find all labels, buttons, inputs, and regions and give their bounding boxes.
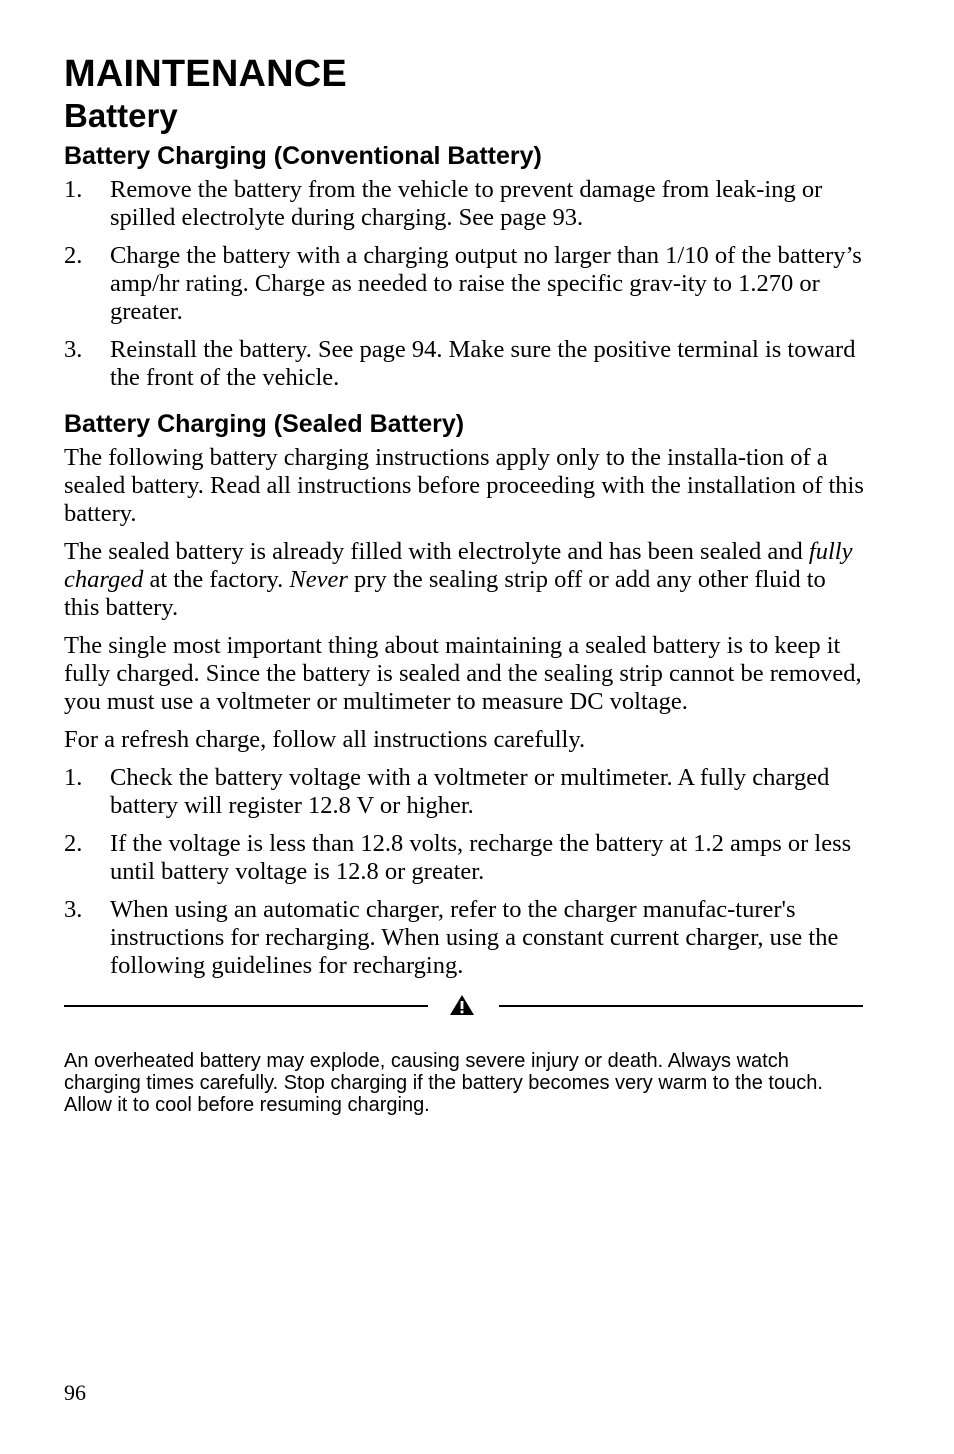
step-text: Charge the battery with a charging output no larger than 1/10 of the battery’s amp/hr rating. Charge as needed to raise the specific grav-ity to 1.270 or greater. (110, 242, 862, 325)
list-item (64, 336, 864, 392)
subsection-title: Battery (64, 97, 178, 134)
sealed-paragraph-2 (64, 538, 864, 622)
conventional-heading: Battery Charging (Conventional Battery) (64, 142, 542, 170)
divider-line-left (64, 1005, 428, 1007)
page-number: 96 (64, 1380, 86, 1405)
sealed-paragraph-4: For a refresh charge, follow all instructions carefully. (64, 726, 586, 753)
sealed-paragraph-1: The following battery charging instructions apply only to the installa-tion of a sealed battery. Read all instructions before proceeding with the installation of this battery. (64, 444, 864, 527)
step-number: 3. (64, 896, 83, 923)
para2-emphasis-2: Never (289, 566, 348, 593)
list-item (64, 176, 864, 232)
step-text: Remove the battery from the vehicle to prevent damage from leak-ing or spilled electrolyte during charging. See page 93. (110, 176, 823, 231)
step-number: 1. (64, 764, 83, 791)
warning-triangle-icon (449, 994, 475, 1016)
step-text: When using an automatic charger, refer to the charger manufac-turer's instructions for recharging. When using a constant current charger, use the following guidelines for recharging. (110, 896, 839, 979)
step-number: 2. (64, 242, 83, 269)
list-item (64, 830, 864, 886)
step-number: 1. (64, 176, 83, 203)
step-text: Check the battery voltage with a voltmeter or multimeter. A fully charged battery will register 12.8 V or higher. (110, 764, 830, 819)
warning-divider (64, 992, 864, 1020)
warning-text: An overheated battery may explode, causing severe injury or death. Always watch charging times carefully. Stop charging if the battery becomes very warm to the touch. Allow it to cool before resuming charging. (64, 1050, 823, 1116)
sealed-paragraph-3: The single most important thing about maintaining a sealed battery is to keep it fully charged. Since the battery is sealed and the sealing strip cannot be removed, you must use a voltmeter or multimeter to measure DC voltage. (64, 632, 862, 715)
para2-part2: at the factory. (143, 566, 290, 593)
divider-line-right (499, 1005, 863, 1007)
step-text: Reinstall the battery. See page 94. Make sure the positive terminal is toward the front of the vehicle. (110, 336, 856, 391)
step-text: If the voltage is less than 12.8 volts, recharge the battery at 1.2 amps or less until battery voltage is 12.8 or greater. (110, 830, 852, 885)
para2-part3: pry the sealing strip off or add any other fluid to this battery. (64, 566, 826, 621)
sealed-steps (64, 764, 864, 980)
conventional-steps (64, 176, 864, 392)
list-item (64, 242, 864, 326)
list-item (64, 896, 864, 980)
para2-part1: The sealed battery is already filled with electrolyte and has been sealed and (64, 538, 809, 565)
sealed-heading: Battery Charging (Sealed Battery) (64, 410, 465, 438)
step-number: 3. (64, 336, 83, 363)
step-number: 2. (64, 830, 83, 857)
list-item (64, 764, 864, 820)
para2-emphasis-1: fully charged (64, 538, 853, 593)
section-title: MAINTENANCE (64, 53, 347, 95)
page-content (64, 52, 864, 1116)
